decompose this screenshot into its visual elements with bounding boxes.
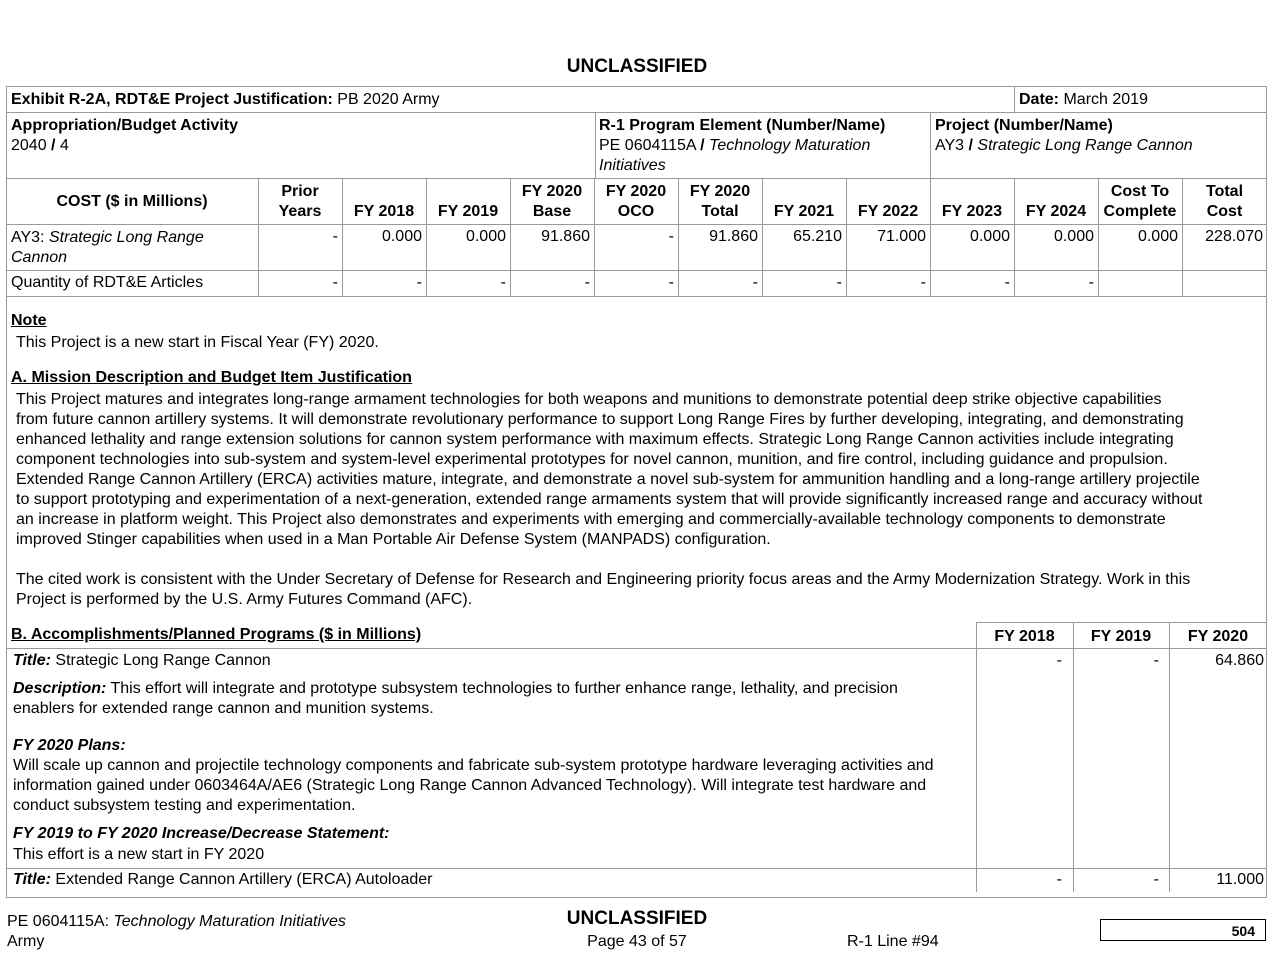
program-element-value [599,136,870,156]
header-line: Cost To [1110,183,1170,200]
row1-value: 65.210 [793,228,842,245]
header-line: COST ($ in Millions) [56,193,208,210]
header-line: FY 2020 [689,183,751,200]
header-line: FY 2021 [773,203,835,220]
item1-fy2019: - [1153,652,1159,669]
item1-title [13,651,271,671]
header-line: FY 2020 [521,183,583,200]
item2-title [13,870,433,890]
divider [6,296,1267,297]
header-line: Complete [1103,203,1177,220]
project-number: AY3 [935,137,965,154]
header-line: FY 2023 [941,203,1003,220]
exhibit-line [11,90,440,110]
item1-plans-line: Will scale up cannon and projectile technology components and fabricate sub-system prototype hardware leveraging activities and [13,757,934,774]
title-label: Title: [13,652,51,669]
date-label: Date: [1019,91,1060,108]
section-b-heading: B. Accomplishments/Planned Programs ($ in Millions) [11,626,422,643]
footer-pe-name: Technology Maturation Initiatives [113,913,346,930]
item2-fy2020: 11.000 [1216,871,1264,888]
item2-fy2018: - [1056,871,1062,888]
header-line: OCO [617,203,655,220]
row1-value: 0.000 [969,228,1010,245]
description-label: Description: [13,680,107,697]
divider [6,112,1267,113]
item1-plans-line: information gained under 0603464A/AE6 (Strategic Long Range Cannon Advanced Technology). Will integrate test hardware and [13,777,927,794]
project-value [935,136,1193,156]
row2-value: - [1004,274,1010,291]
item1-stmt-label: FY 2019 to FY 2020 Increase/Decrease Statement: [13,825,390,842]
b-col-fy2019: FY 2019 [1090,628,1152,645]
section-a-heading: A. Mission Description and Budget Item Justification [11,369,412,386]
row1-value: 0.000 [1053,228,1094,245]
header-line: FY 2018 [353,203,415,220]
separator: / [700,137,705,154]
classification-top: UNCLASSIFIED [566,56,708,77]
appropriation-label: Appropriation/Budget Activity [11,117,238,134]
item1-fy2020: 64.860 [1215,652,1264,669]
separator: / [968,137,973,154]
divider [930,112,931,178]
row2-value: - [416,274,422,291]
divider [6,648,1267,649]
divider [595,112,596,178]
cost-col-header [762,202,846,222]
cost-col-header [846,202,930,222]
appropriation-code: 2040 [11,137,47,154]
row1-prefix: AY3: [11,229,45,246]
header-line: Cost [1206,203,1243,220]
paragraph-line: from future cannon artillery systems. It will demonstrate revolutionary performance to support Long Range Fires by further developing, integrating, and demonstrating [16,411,1184,428]
row1-value: 71.000 [877,228,926,245]
row2-value: - [584,274,590,291]
cost-col-header [258,182,342,222]
cost-col-header [1182,182,1267,222]
footer-r1-line: R-1 Line #94 [847,933,939,950]
row2-value: - [920,274,926,291]
pe-number: PE 0604115A [599,137,696,154]
item1-description-line2: enablers for extended range cannon and munition systems. [13,700,434,717]
b-col-fy2018: FY 2018 [994,628,1055,645]
header-line: FY 2024 [1025,203,1087,220]
cost-col-header [1098,182,1182,222]
cost-col-header [594,182,678,222]
item1-title-text: Strategic Long Range Cannon [55,652,271,669]
budget-activity: 4 [59,137,69,154]
row2-value: - [752,274,758,291]
pe-name-line2: Initiatives [599,157,666,174]
divider [6,868,1267,869]
item1-stmt: This effort is a new start in FY 2020 [13,846,265,863]
row2-value: - [836,274,842,291]
item1-plans-line: conduct subsystem testing and experimentation. [13,797,356,814]
row2-value: - [332,274,338,291]
item1-plans-label: FY 2020 Plans: [13,737,126,754]
row1-value: - [668,228,674,245]
divider [6,224,1267,225]
classification-bottom: UNCLASSIFIED [566,908,708,929]
divider [6,178,1267,179]
row1-label [11,228,204,248]
header-line: FY 2020 [605,183,667,200]
exhibit-value: PB 2020 Army [337,91,440,108]
note-heading: Note [11,312,47,329]
footer-pe-number: PE 0604115A: [7,913,110,930]
header-line: FY 2022 [857,203,919,220]
note-text: This Project is a new start in Fiscal Year (FY) 2020. [16,334,379,351]
appropriation-value [11,136,69,156]
row1-value: 0.000 [1137,228,1178,245]
row2-value: - [1088,274,1094,291]
date-line [1019,90,1148,110]
row2-value: - [668,274,674,291]
row1-value: - [332,228,338,245]
row1-name: Strategic Long Range [48,229,204,246]
pe-name: Technology Maturation [709,137,871,154]
row2-value: - [500,274,506,291]
paragraph-line: to support prototyping and experimentation of a next-generation, extended range armaments system that will provide significantly increased range and accuracy without [16,491,1203,508]
page-number-box: 504 [1100,919,1266,941]
header-line: Base [532,203,572,220]
row2-label: Quantity of RDT&E Articles [11,274,204,291]
paragraph-line: Extended Range Cannon Artillery (ERCA) activities mature, integrate, and demonstrate a novel sub-system for ammunition handling and a long-range artillery projectile [16,471,1200,488]
cost-col-header [678,182,762,222]
description-text: This effort will integrate and prototype subsystem technologies to further enhance range, lethality, and precision [110,680,898,697]
project-label: Project (Number/Name) [935,117,1113,134]
project-name: Strategic Long Range Cannon [977,137,1193,154]
header-line: FY 2019 [437,203,499,220]
paragraph-line: enhanced lethality and range extension solutions for cannon system performance with maximum effects. Strategic Long Range Cannon activities include integrating [16,431,1174,448]
header-line: Total [701,203,739,220]
row1-value: 0.000 [381,228,422,245]
header-line: Total [1205,183,1244,200]
paragraph-line: improved Stinger capabilities when used in a Man Portable Air Defense System (MANPADS) configuration. [16,531,771,548]
footer-pe [7,912,346,932]
divider [6,270,1267,271]
cost-col-header [342,202,426,222]
footer-org: Army [7,933,45,950]
program-element-label: R-1 Program Element (Number/Name) [599,117,886,134]
b-col-fy2020: FY 2020 [1187,628,1249,645]
item2-title-text: Extended Range Cannon Artillery (ERCA) Autoloader [55,871,433,888]
item1-description [13,679,898,699]
item1-fy2018: - [1056,652,1062,669]
item2-fy2019: - [1153,871,1159,888]
paragraph-line: This Project matures and integrates long-range armament technologies for both weapons and munitions to demonstrate potential deep strike objective capabilities [16,391,1162,408]
divider [1014,86,1015,112]
row1-value: 0.000 [465,228,506,245]
cost-col-header [1014,202,1098,222]
paragraph-line: Project is performed by the U.S. Army Futures Command (AFC). [16,591,473,608]
date-value: March 2019 [1063,91,1148,108]
section-a-para1 [16,390,1202,550]
title-label: Title: [13,871,51,888]
footer-page: Page 43 of 57 [587,933,687,950]
cost-col-header [510,182,594,222]
divider [976,622,1267,623]
cost-col-header [426,202,510,222]
paragraph-line: The cited work is consistent with the Under Secretary of Defense for Research and Engineering priority focus areas and the Army Modernization Strategy. Work in this [16,571,1191,588]
row1-name-line2: Cannon [11,249,68,266]
section-a-para2 [16,570,1190,610]
paragraph-line: an increase in platform weight. This Project also demonstrates and experiments with emerging and commercially-available technology components to demonstrate [16,511,1166,528]
row1-value: 91.860 [541,228,590,245]
row1-value: 228.070 [1205,228,1263,245]
cost-col-header [930,202,1014,222]
exhibit-label: Exhibit R-2A, RDT&E Project Justification: [11,91,333,108]
paragraph-line: component technologies into sub-system and system-level experimental prototypes for novel cannon, munition, and fire control, including guidance and propulsion. [16,451,1168,468]
header-line: Years [278,203,322,220]
header-line: Prior [281,183,319,200]
row1-value: 91.860 [709,228,758,245]
separator: / [51,137,56,154]
cost-col-header [6,192,258,212]
